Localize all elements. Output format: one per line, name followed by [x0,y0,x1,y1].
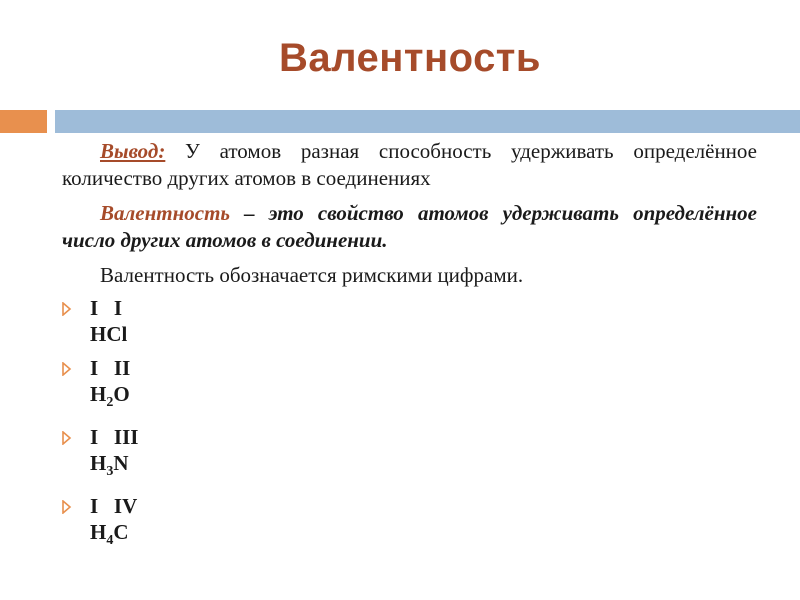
formula-item [62,295,757,347]
chevron-bullet-icon [62,500,72,514]
conclusion-paragraph [62,138,757,192]
element-symbol: H [90,451,107,475]
chemical-formula [90,381,757,416]
element-symbol: H [90,520,107,544]
chemical-formula [90,519,757,554]
valence-numerals: I I [90,296,123,320]
note-paragraph: Валентность обозначается римскими цифрами. [100,263,524,287]
chevron-bullet-icon [62,362,72,376]
element-symbol: N [113,451,129,475]
title-divider-bar [55,110,800,133]
formula-list [62,295,757,554]
formula-item [62,355,757,416]
atom-index: 3 [106,464,114,479]
chevron-bullet-icon [62,302,72,316]
atom-index: 2 [106,395,114,410]
slide-title: Валентность [278,36,541,80]
chemical-formula [90,450,757,485]
element-symbol: C [113,520,129,544]
valence-numerals: I II [90,356,131,380]
valence-numerals: I III [90,425,139,449]
chevron-bullet-icon [62,431,72,445]
slide-body [62,138,757,562]
formula-item [62,493,757,554]
definition-text: – это свойство атомов удерживать определённое число других атомов в соединении. [62,201,757,252]
formula-item [62,424,757,485]
valence-numerals: I IV [90,494,138,518]
definition-term: Валентность [100,201,231,225]
chemical-formula [90,321,757,347]
element-symbol: O [113,382,130,406]
atom-index: 4 [106,533,114,548]
conclusion-label: Вывод: [100,139,166,163]
definition-paragraph [62,200,757,254]
conclusion-text: У атомов разная способность удерживать определённое количество других атомов в соединениях [62,139,757,190]
title-accent-bar [0,110,47,133]
element-symbol: H [90,382,107,406]
element-symbol: HCl [90,322,128,346]
